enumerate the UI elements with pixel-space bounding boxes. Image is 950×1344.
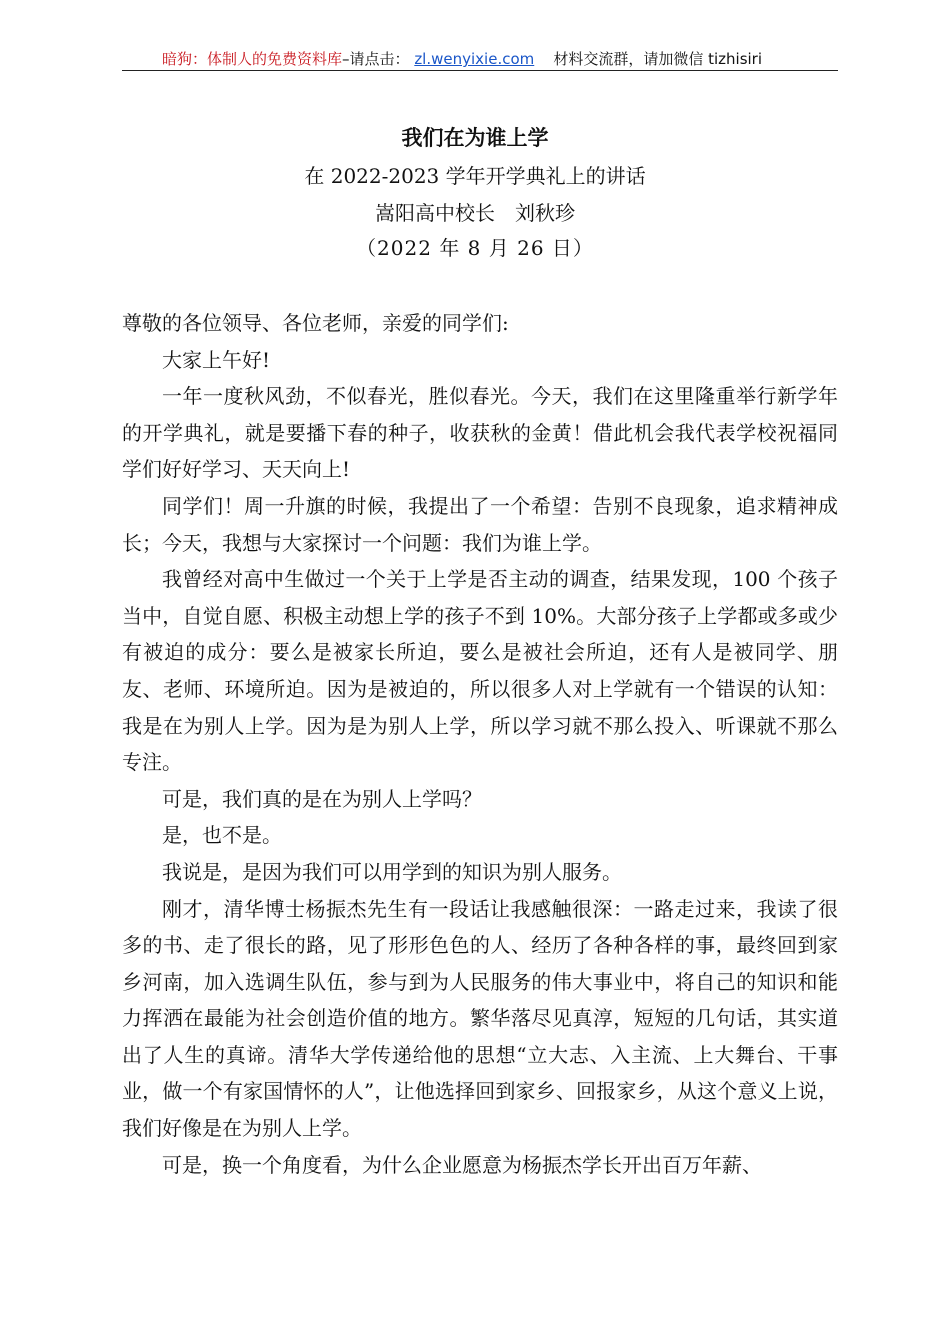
paragraph: 大家上午好!: [162, 347, 271, 372]
page-header: [122, 44, 838, 71]
header-prompt: –请点击：: [342, 50, 410, 68]
paragraph: 刚才，清华博士杨振杰先生有一段话让我感触很深：一路走过来，我读了很多的书、走了很长的路，见了形形色色的人、经历了各种各样的事，最终回到家乡河南，加入选调生队伍，参与到为人民服务的伟大事业中，将自己的知识和能力挥洒在最能为社会创造价值的地方。繁华落尽见真淳，短短的几句话，其实道出了人生的真谛。清华大学传递给他的思想“立大志、入主流、上大舞台、干事业，做一个有家国情怀的人”，让他选择回到家乡、回报家乡，从这个意义上说，我们好像是在为别人上学。: [122, 896, 838, 1141]
salutation: 尊敬的各位领导、各位老师，亲爱的同学们:: [122, 311, 509, 335]
paragraph: 同学们！周一升旗的时候，我提出了一个希望：告别不良现象，追求精神成长；今天，我想与大家探讨一个问题：我们为谁上学。: [122, 493, 838, 555]
document-date: （2022 年 8 月 26 日）: [356, 236, 594, 260]
paragraph: 可是，我们真的是在为别人上学吗？: [162, 786, 482, 811]
document-subtitle: 在 2022-2023 学年开学典礼上的讲话: [304, 164, 646, 188]
header-line: [162, 48, 762, 69]
header-contact: 材料交流群，请加微信 tizhisiri: [553, 50, 763, 68]
paragraph: 可是，换一个角度看，为什么企业愿意为杨振杰学长开出百万年薪、: [162, 1152, 762, 1177]
document-title: 我们在为谁上学: [401, 125, 549, 150]
header-brand: 暗狗：体制人的免费资料库: [162, 50, 343, 68]
paragraph: 我说是，是因为我们可以用学到的知识为别人服务。: [162, 859, 622, 884]
document-body: [122, 305, 838, 1183]
paragraph: 一年一度秋风劲，不似春光，胜似春光。今天，我们在这里隆重举行新学年的开学典礼，就是要播下春的种子，收获秋的金黄！借此机会我代表学校祝福同学们好好学习、天天向上!: [122, 384, 838, 482]
document-author: 嵩阳高中校长 刘秋珍: [375, 201, 575, 225]
header-link[interactable]: zl.wenyixie.com: [414, 50, 535, 68]
paragraph: 是，也不是。: [162, 823, 282, 848]
paragraph: 我曾经对高中生做过一个关于上学是否主动的调查，结果发现，100 个孩子当中，自觉自愿、积极主动想上学的孩子不到 10%。大部分孩子上学都或多或少有被迫的成分：要么是被家长所迫，要么是被社会所迫，还有人是被同学、朋友、老师、环境所迫。因为是被迫的，所以很多人对上学就有一个错误的认知：我是在为别人上学。因为是为别人上学，所以学习就不那么投入、听课就不那么专注。: [122, 567, 838, 775]
